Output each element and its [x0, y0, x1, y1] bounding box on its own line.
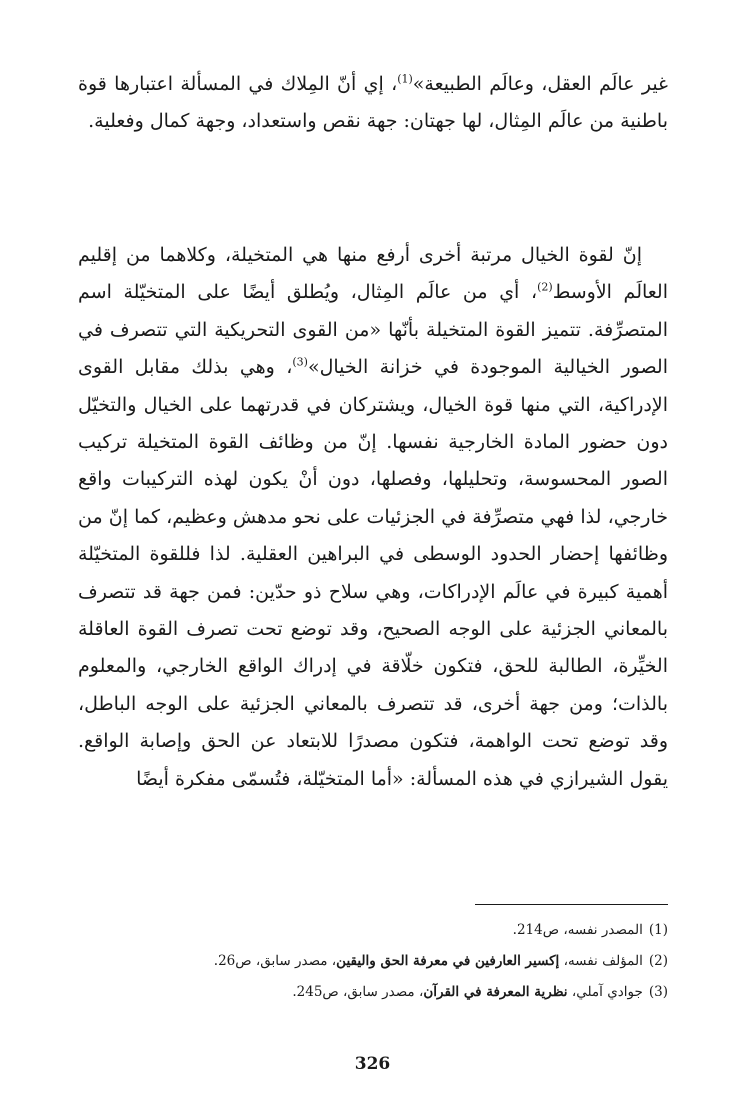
footnote-source: ، مصدر سابق، ص26.: [213, 953, 337, 969]
footnote-number: (3): [648, 984, 668, 1000]
footnote-divider: [475, 904, 668, 905]
footnote-text: المصدر نفسه، ص214.: [512, 922, 643, 938]
paragraph-1-text-b: ، إي أنّ المِلاك في المسألة اعتبارها قوة باطنية من عالَم المِثال، لها جهتان: جهة نقص واستعداد، وجهة كمال وفعلية.: [78, 73, 668, 133]
footnote-number: (2): [648, 953, 668, 969]
footnote-3: [78, 977, 668, 1008]
page-number: 326: [354, 1054, 391, 1074]
footnote-1: [78, 915, 668, 946]
footnote-text: جوادي آملي،: [567, 984, 643, 1000]
paragraph-1-text-a: غير عالَم العقل، وعالَم الطبيعة»: [412, 73, 668, 95]
footnote-text: المؤلف نفسه،: [559, 953, 643, 969]
footnote-book-title: إكسير العارفين في معرفة الحق واليقين: [336, 953, 560, 969]
footnote-number: (1): [648, 922, 668, 938]
footnote-ref-2[interactable]: (2): [537, 281, 553, 295]
footnote-2: [78, 946, 668, 977]
paragraph-2-text-b: ، أي من عالَم المِثال، ويُطلق أيضًا على المتخيّلة اسم المتصرِّفة. تتميز القوة المتخيلة بأنّها «من القوى التحريكية التي تتصرف في الصور الخيالية الموجودة في خزانة الخيال»: [78, 281, 668, 379]
paragraph-2-text-c: ، وهي بذلك مقابل القوى الإدراكية، التي منها قوة الخيال، ويشتركان في قدرتهما على الخيال والتخيّل دون حضور المادة الخارجية نفسها. إنّ من وظائف القوة المتخيلة تركيب الصور المحسوسة، وتحليلها، وفصلها، دون أنْ يكون لهذه التركيبات واقع خارجي، لذا فهي متصرِّفة في الجزئيات على نحو مدهش وعظيم، كما إنّ من وظائفها إحضار الحدود الوسطى في البراهين العقلية. لذا فللقوة المتخيّلة أهمية كبيرة في عالَم الإدراكات، وهي سلاح ذو حدّين: فمن جهة قد تتصرف بالمعاني الجزئية على الوجه الصحيح، وقد توضع تحت تصرف القوة العاقلة الخيِّرة، الطالبة للحق، فتكون خلّاقة في إدراك الواقع الخارجي، والمعلوم بالذات؛ ومن جهة أخرى، قد تتصرف بالمعاني الجزئية على الوجه الباطل، وقد توضع تحت الواهمة، فتكون مصدرًا للابتعاد عن الحق وإصابة الواقع. يقول الشيرازي في هذه المسألة: «أما المتخيّلة، فتُسمّى مفكرة أيضًا: [78, 356, 668, 790]
footnote-ref-1[interactable]: (1): [397, 72, 413, 86]
paragraph-2: [78, 237, 668, 798]
footnotes-list: [78, 915, 668, 1008]
footnote-book-title: نظرية المعرفة في القرآن: [423, 984, 568, 1000]
footnote-ref-3[interactable]: (3): [292, 355, 308, 369]
footnote-source: ، مصدر سابق، ص245.: [292, 984, 424, 1000]
paragraph-1: [78, 66, 668, 141]
paragraph-2-text-a: إنّ لقوة الخيال مرتبة أخرى أرفع منها هي المتخيلة، وكلاهما من إقليم العالَم الأوسط: [78, 244, 669, 304]
